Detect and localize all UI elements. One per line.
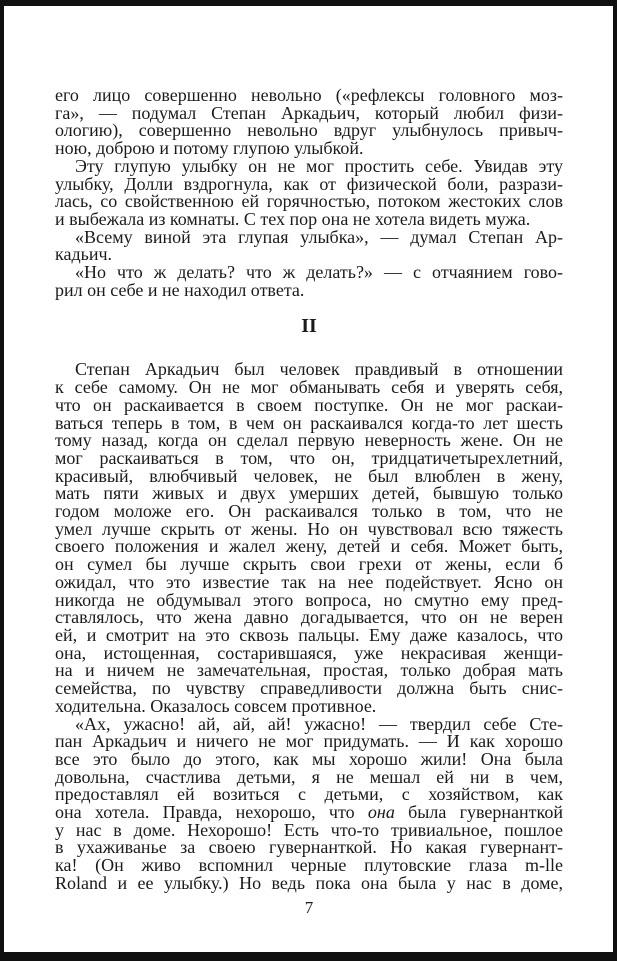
text-line: все это было до этого, как мы хорошо жили! Она была xyxy=(55,748,563,769)
text-line: умел лучше скрыть от жены. Но он чувствовал всю тяжесть xyxy=(55,518,563,539)
text-line: ваться теперь в том, в чем он раскаивался когда-то лет шесть xyxy=(55,412,563,433)
text-line: довольна, счастлива детьми, я не мешал ей ни в чем, xyxy=(55,766,563,787)
paragraph xyxy=(55,713,563,893)
text-line: предоставлял ей возиться с детьми, с хозяйством, как xyxy=(55,784,563,805)
text-line: мог раскаиваться в том, что он, тридцатичетырехлетний, xyxy=(55,447,563,468)
text-line: на и ничем не замечательная, простая, только добрая мать xyxy=(55,660,563,681)
text-line: она, истощенная, состарившаяся, уже некрасивая женщи- xyxy=(55,642,563,663)
text-line: красивый, влюбчивый человек, не был влюблен в жену, xyxy=(55,465,563,486)
text-line: пан Аркадьич и ничего не мог придумать. — И как хорошо xyxy=(55,731,563,752)
continuation-text-block xyxy=(55,87,563,299)
text-line: ходительна. Оказалось совсем противное. xyxy=(55,695,377,716)
text-line: и выбежала из комнаты. С тех пор она не хотела видеть мужа. xyxy=(55,208,531,229)
text-line: он сумел бы лучше скрыть свои грехи от жены, если б xyxy=(55,554,563,575)
text-line: его лицо совершенно невольно («рефлексы головного моз- xyxy=(55,85,563,105)
page-number: 7 xyxy=(304,897,314,917)
text-line: «Но что ж делать? что ж делать?» — с отчаянием гово- xyxy=(75,262,563,283)
text-line: Степан Аркадьич был человек правдивый в отношении xyxy=(75,359,563,380)
text-line: ожидал, что это известие так на нее подействует. Ясно он xyxy=(55,571,563,592)
text-line: «Всему виной эта глупая улыбка», — думал Степан Ар- xyxy=(75,226,563,247)
text-line: лась, со свойственною ей горячностью, потоком жестоких слов xyxy=(55,191,563,212)
text-line: рил он себе и не находил ответа. xyxy=(55,279,305,300)
paragraph xyxy=(55,264,563,299)
text-line: «Ах, ужасно! ай, ай, ай! ужасно! — твердил себе Сте- xyxy=(75,713,563,734)
text-line: годом моложе его. Он раскаивался только в том, что не xyxy=(55,501,563,522)
paragraph xyxy=(55,226,563,265)
text-line: никогда не обдумывал этого вопроса, но смутно ему пред- xyxy=(55,589,563,610)
text-line: к себе самому. Он не мог обманывать себя и уверять себя, xyxy=(55,377,563,398)
text-line: в ухаживанье за своею гувернанткой. Но какая гувернант- xyxy=(55,837,563,858)
text-line: семейства, по чувству справедливости должна быть снис- xyxy=(55,678,563,699)
text-line: ологию), совершенно невольно вдруг улыбнулось привыч- xyxy=(55,120,563,141)
text-line: кадьич. xyxy=(55,244,113,265)
paragraph xyxy=(55,361,563,715)
text-line: тому назад, когда он сделал первую неверность жене. Он не xyxy=(55,430,563,451)
text-line: Roland и ее улыбку.) Но ведь пока она была у нас в доме, xyxy=(55,872,563,893)
paragraph xyxy=(55,155,563,229)
chapter-text-block xyxy=(55,361,563,892)
text-line: ка! (Он живо вспомнил черные плутовские глаза m-lle xyxy=(55,855,563,876)
paragraph xyxy=(55,87,563,158)
text-line: ставлялось, что жена давно догадывается, что он не верен xyxy=(55,607,563,628)
text-line: ною, доброю и потому глупою улыбкой. xyxy=(55,138,364,159)
text-line: что он раскаивается в своем поступке. Он не мог раскаи- xyxy=(55,394,563,415)
text-segment: она хотела. Правда, нехорошо, что xyxy=(55,802,368,823)
chapter-heading: II xyxy=(301,315,317,338)
text-line: Эту глупую улыбку он не мог простить себе. Увидав эту xyxy=(75,155,563,176)
text-line: своего положения и жалел жену, детей и себя. Может быть, xyxy=(55,536,563,557)
text-line: мать пяти живых и двух умерших детей, бывшую только xyxy=(55,483,563,504)
text-segment: была гувернанткой xyxy=(394,802,563,823)
text-line: у нас в доме. Нехорошо! Есть что-то тривиальное, пошлое xyxy=(55,819,563,840)
text-line: га», — подумал Степан Аркадьич, который любил физи- xyxy=(55,102,563,123)
text-column xyxy=(55,87,563,917)
italic-text: она xyxy=(367,802,395,823)
text-line: улыбку, Долли вздрогнула, как от физической боли, разрази- xyxy=(55,173,563,194)
text-line: ей, и смотрит на это сквозь пальцы. Ему даже казалось, что xyxy=(55,624,563,645)
